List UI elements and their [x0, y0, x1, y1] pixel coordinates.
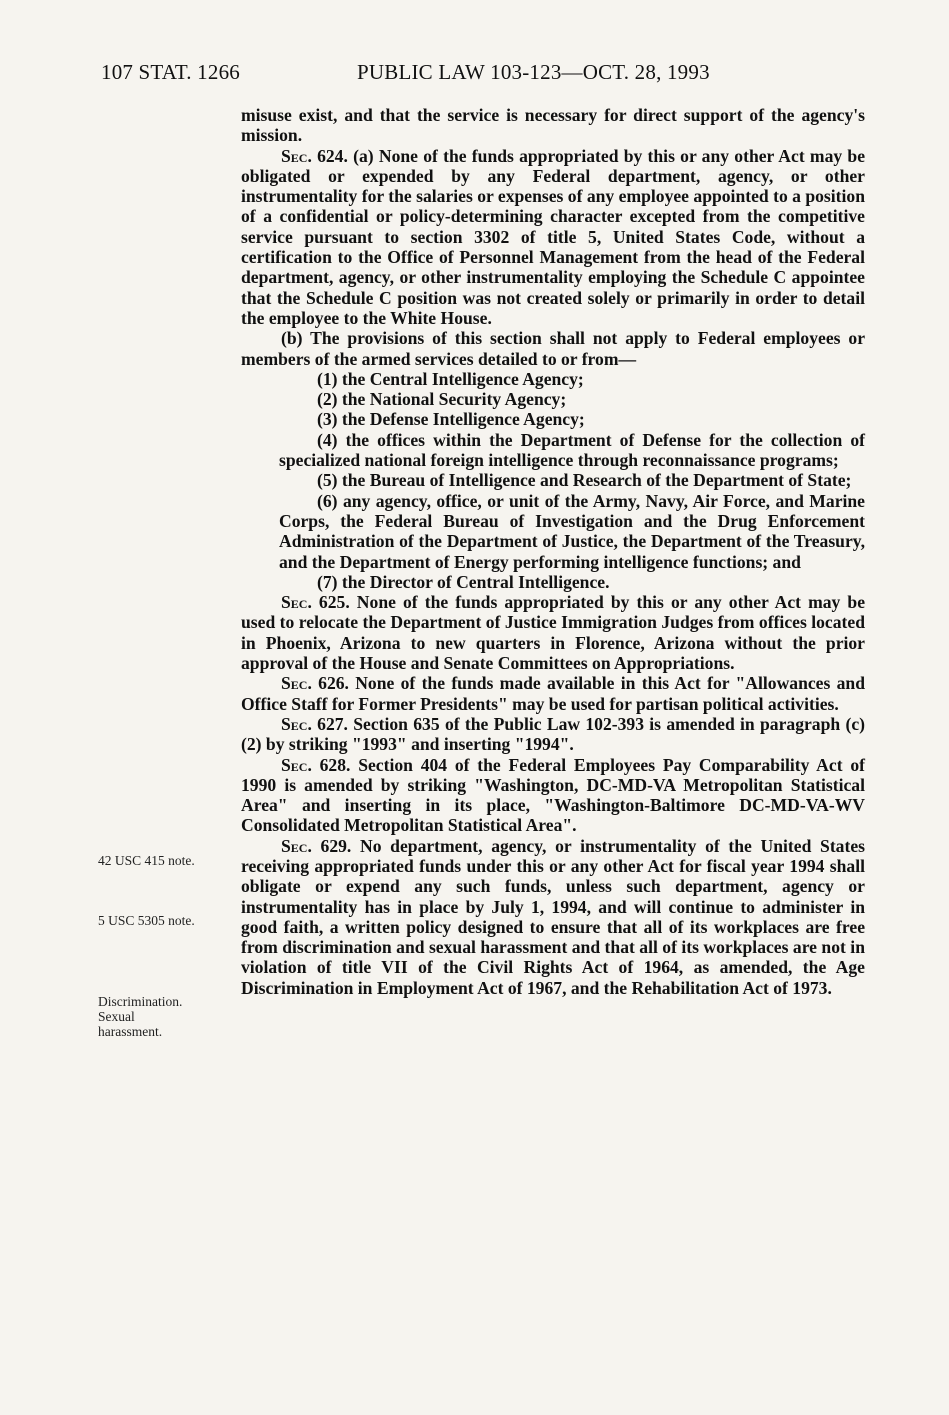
section-626: [241, 673, 865, 714]
section-text: Section 635 of the Public Law 102-393 is amended in paragraph (c)(2) by striking "1993" and inserting "1994".: [241, 713, 865, 755]
list-item: (7) the Director of Central Intelligence.: [317, 571, 610, 592]
section-627: [241, 714, 865, 755]
margin-note-42-usc: 42 USC 415 note.: [98, 853, 195, 868]
list-item: (3) the Defense Intelligence Agency;: [317, 409, 585, 430]
section-text: None of the funds appropriated by this or any other Act may be used to relocate the Department of Justice Immigration Judges from offices located in Phoenix, Arizona to new quarters in Florence, Arizona without the prior approval of the House and Senate Committees on Appropriations.: [241, 592, 865, 674]
section-text: No department, agency, or instrumentality of the United States receiving appropriated funds under this or any other Act for fiscal year 1994 shall obligate or expend any such funds, unless such department, agency or instrumentality has in place by July 1, 1994, and will continue to administer in good faith, a written policy designed to ensure that all of its workplaces are free from discrimination and sexual harassment and that all of its workplaces are not in violation of title VII of the Civil Rights Act of 1964, as amended, the Age Discrimination in Employment Act of 1967, and the Rehabilitation Act of 1973.: [241, 835, 865, 998]
public-law-title: PUBLIC LAW 103-123—OCT. 28, 1993: [357, 60, 710, 84]
paragraph-continuation: misuse exist, and that the service is necessary for direct support of the agency's mission.: [241, 105, 865, 146]
section-629: [241, 836, 865, 998]
list-item: (5) the Bureau of Intelligence and Research of the Department of State;: [317, 470, 852, 491]
section-624-a: [241, 146, 865, 329]
statute-body: [241, 105, 865, 998]
section-625: [241, 592, 865, 673]
list-item: (2) the National Security Agency;: [317, 389, 567, 410]
section-628: [241, 755, 865, 836]
section-label: Sec. 624.: [281, 145, 348, 166]
list-item: (4) the offices within the Department of Defense for the collection of specialized national foreign intelligence through reconnaissance programs;: [279, 429, 865, 471]
margin-note-5-usc: 5 USC 5305 note.: [98, 913, 195, 928]
stat-page-number: 107 STAT. 1266: [101, 60, 240, 84]
section-624-b: (b) The provisions of this section shall not apply to Federal employees or members of the armed services detailed to or from—: [241, 328, 865, 369]
margin-note-discrimination: Discrimination.: [98, 994, 183, 1009]
section-label: Sec. 628.: [281, 754, 351, 775]
section-text: None of the funds made available in this Act for "Allowances and Office Staff for Former Presidents" may be used for partisan political activities.: [241, 673, 865, 714]
section-text: (a) None of the funds appropriated by this or any other Act may be obligated or expended by any Federal department, agency, or other instrumentality for the salaries or expenses of any employee appointed to a position of a confidential or policy-determining character excepted from the competitive service pursuant to section 3302 of title 5, United States Code, without a certification to the Office of Personnel Management from the head of the Federal department, agency, or other instrumentality employing the Schedule C appointee that the Schedule C position was not created solely or primarily in order to detail the employee to the White House.: [241, 145, 866, 328]
section-label: Sec. 626.: [281, 673, 349, 694]
section-label: Sec. 625.: [281, 592, 350, 613]
section-label: Sec. 627.: [281, 713, 348, 734]
section-label: Sec. 629.: [281, 835, 352, 856]
list-item: (1) the Central Intelligence Agency;: [317, 368, 584, 389]
margin-note-sexual: Sexual: [98, 1009, 135, 1024]
list-item: (6) any agency, office, or unit of the Army, Navy, Air Force, and Marine Corps, the Federal Bureau of Investigation and the Drug Enforcement Administration of the Department of Justice, the Department of the Treasury, and the Department of Energy performing intelligence functions; and: [279, 490, 865, 572]
margin-note-harassment: harassment.: [98, 1024, 163, 1039]
section-text: Section 404 of the Federal Employees Pay Comparability Act of 1990 is amended by striking "Washington, DC-MD-VA Metropolitan Statistical Area" and inserting in its place, "Washington-Baltimore DC-MD-VA-WV Consolidated Metropolitan Statistical Area".: [241, 754, 865, 836]
